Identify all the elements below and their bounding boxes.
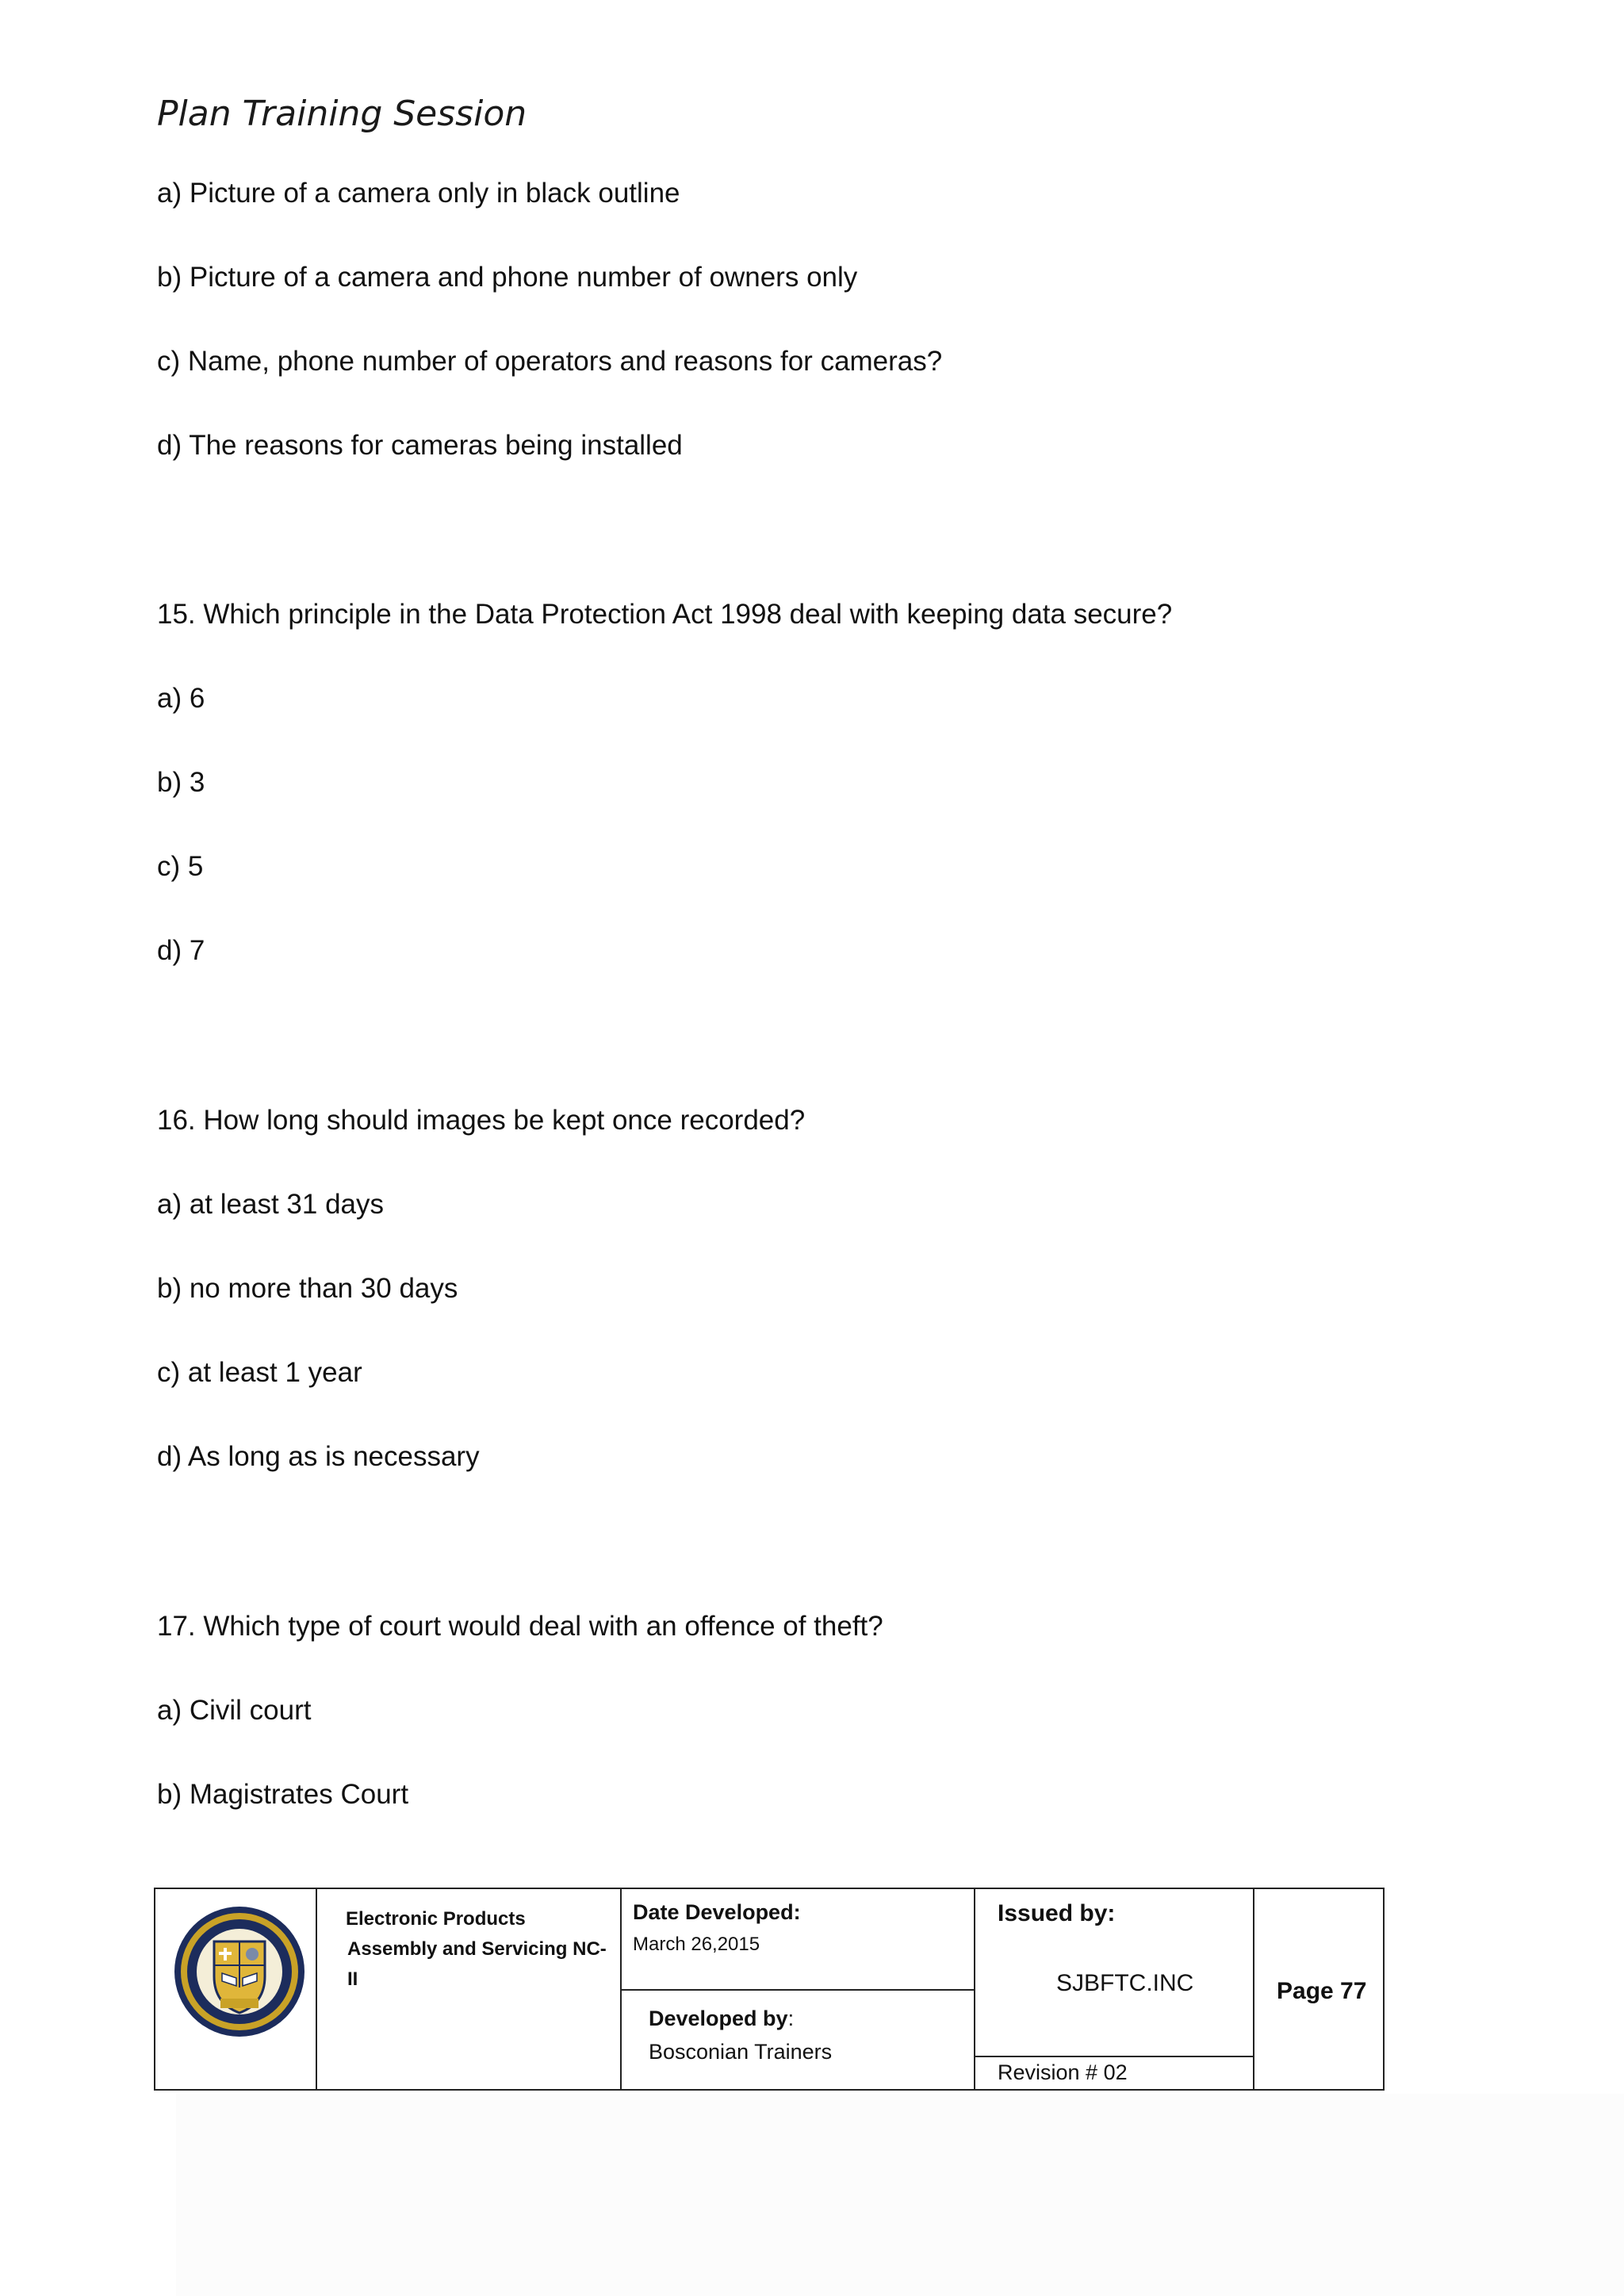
program-name-line: Electronic Products bbox=[346, 1908, 526, 1930]
footer-date-cell bbox=[622, 1889, 975, 2089]
answer-option: d) The reasons for cameras being installed bbox=[157, 430, 683, 461]
page-header-title: Plan Training Session bbox=[157, 94, 527, 134]
answer-option: b) Picture of a camera and phone number of owners only bbox=[157, 262, 858, 293]
footer-program-cell bbox=[317, 1889, 622, 2089]
cell-divider bbox=[622, 1989, 974, 1991]
answer-option: c) 5 bbox=[157, 851, 204, 882]
answer-option: a) 6 bbox=[157, 683, 205, 714]
question-17: 17. Which type of court would deal with an offence of theft? bbox=[157, 1611, 883, 1642]
answer-option: b) Magistrates Court bbox=[157, 1779, 409, 1810]
program-name-line: II bbox=[347, 1968, 358, 1990]
footer-logo-cell bbox=[155, 1889, 317, 2089]
issued-by-value: SJBFTC.INC bbox=[1056, 1970, 1194, 1996]
developed-by-label: Developed by: bbox=[649, 2007, 795, 2030]
answer-option: b) 3 bbox=[157, 767, 205, 798]
answer-option: d) As long as is necessary bbox=[157, 1441, 480, 1472]
footer-page-cell bbox=[1254, 1889, 1386, 2089]
answer-option: b) no more than 30 days bbox=[157, 1273, 458, 1304]
developed-by-value: Bosconian Trainers bbox=[649, 2040, 833, 2064]
issued-by-label: Issued by: bbox=[998, 1900, 1116, 1926]
footer-table bbox=[154, 1888, 1385, 2091]
question-16: 16. How long should images be kept once recorded? bbox=[157, 1105, 806, 1136]
date-developed-value: March 26,2015 bbox=[633, 1934, 760, 1955]
page-shade bbox=[176, 2094, 1624, 2296]
answer-option: a) Civil court bbox=[157, 1695, 312, 1726]
answer-option: a) Picture of a camera only in black outline bbox=[157, 178, 680, 209]
question-15: 15. Which principle in the Data Protection Act 1998 deal with keeping data secure? bbox=[157, 599, 1173, 630]
revision-number: Revision # 02 bbox=[998, 2060, 1128, 2084]
program-name-line: Assembly and Servicing NC- bbox=[347, 1938, 607, 1960]
school-seal-icon bbox=[173, 1905, 306, 2038]
footer-issued-cell bbox=[975, 1889, 1254, 2089]
answer-option: c) Name, phone number of operators and reasons for cameras? bbox=[157, 346, 943, 377]
answer-option: d) 7 bbox=[157, 935, 205, 966]
answer-option: c) at least 1 year bbox=[157, 1357, 362, 1388]
date-developed-label: Date Developed: bbox=[633, 1900, 801, 1924]
page-number: Page 77 bbox=[1277, 1978, 1367, 2004]
answer-option: a) at least 31 days bbox=[157, 1189, 384, 1220]
cell-divider bbox=[975, 2056, 1253, 2057]
